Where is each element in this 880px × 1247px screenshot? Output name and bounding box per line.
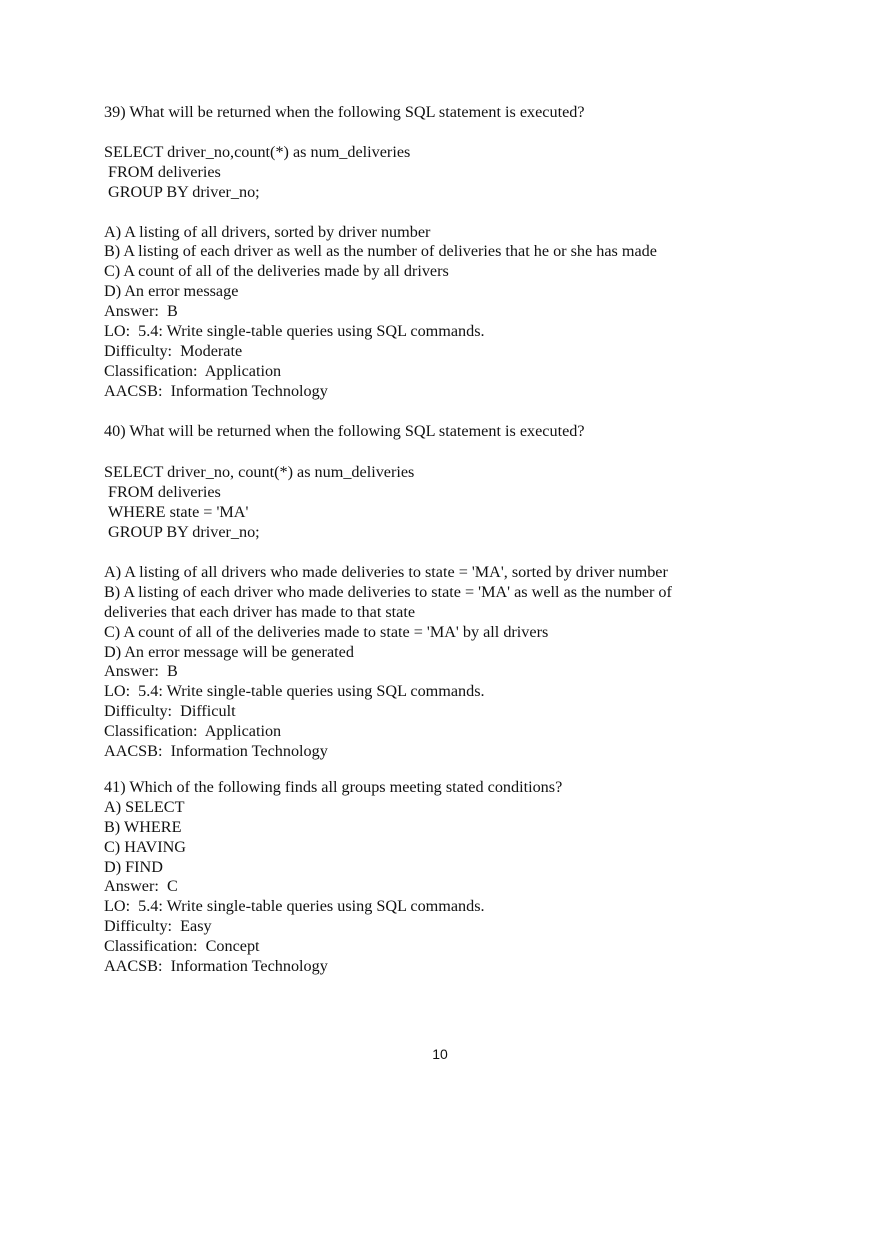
- learning-objective: LO: 5.4: Write single-table queries using SQL commands.: [104, 682, 485, 701]
- answer-option: A) A listing of all drivers who made deliveries to state = 'MA', sorted by driver number: [104, 563, 668, 582]
- answer-option: C) A count of all of the deliveries made to state = 'MA' by all drivers: [104, 622, 549, 641]
- answer-option: A) A listing of all drivers, sorted by driver number: [104, 222, 431, 241]
- page-content: [104, 103, 804, 977]
- spacer: [104, 123, 804, 143]
- answer-option: A) SELECT: [104, 797, 185, 816]
- spacer: [104, 762, 804, 778]
- classification: Classification: Application: [104, 361, 282, 380]
- aacsb: AACSB: Information Technology: [104, 956, 328, 975]
- question-39: [104, 103, 804, 402]
- answer-option: C) HAVING: [104, 837, 186, 856]
- answer-option: D) FIND: [104, 857, 163, 876]
- answer-option-continued: deliveries that each driver has made to that state: [104, 602, 416, 621]
- answer-key: Answer: C: [104, 877, 178, 896]
- sql-code-line: SELECT driver_no,count(*) as num_deliveries: [104, 142, 411, 161]
- answer-option: B) A listing of each driver as well as the number of deliveries that he or she has made: [104, 242, 657, 261]
- question-41: [104, 778, 804, 977]
- answer-option: B) A listing of each driver who made deliveries to state = 'MA' as well as the number of: [104, 582, 672, 601]
- answer-option: D) An error message: [104, 282, 239, 301]
- classification: Classification: Application: [104, 722, 282, 741]
- spacer: [104, 203, 804, 223]
- page-number: 10: [432, 1046, 448, 1062]
- spacer: [104, 441, 804, 461]
- sql-code-line: GROUP BY driver_no;: [108, 523, 260, 542]
- question-40: [104, 422, 804, 762]
- learning-objective: LO: 5.4: Write single-table queries using SQL commands.: [104, 322, 485, 341]
- question-stem: 41) Which of the following finds all groups meeting stated conditions?: [104, 777, 563, 796]
- answer-option: D) An error message will be generated: [104, 642, 354, 661]
- spacer: [104, 402, 804, 422]
- difficulty: Difficulty: Moderate: [104, 341, 243, 360]
- learning-objective: LO: 5.4: Write single-table queries using SQL commands.: [104, 897, 485, 916]
- classification: Classification: Concept: [104, 937, 260, 956]
- answer-key: Answer: B: [104, 302, 178, 321]
- sql-code-line: SELECT driver_no, count(*) as num_deliveries: [104, 463, 415, 482]
- question-stem: 39) What will be returned when the following SQL statement is executed?: [104, 103, 585, 121]
- sql-code-line: WHERE state = 'MA': [108, 503, 249, 522]
- answer-option: B) WHERE: [104, 817, 182, 836]
- aacsb: AACSB: Information Technology: [104, 742, 328, 761]
- answer-option: C) A count of all of the deliveries made by all drivers: [104, 262, 449, 281]
- aacsb: AACSB: Information Technology: [104, 381, 328, 400]
- sql-code-line: GROUP BY driver_no;: [108, 182, 260, 201]
- difficulty: Difficulty: Easy: [104, 917, 212, 936]
- sql-code-line: FROM deliveries: [108, 483, 221, 502]
- question-stem: 40) What will be returned when the following SQL statement is executed?: [104, 421, 585, 440]
- sql-code-line: FROM deliveries: [108, 162, 221, 181]
- difficulty: Difficulty: Difficult: [104, 702, 236, 721]
- answer-key: Answer: B: [104, 662, 178, 681]
- spacer: [104, 543, 804, 563]
